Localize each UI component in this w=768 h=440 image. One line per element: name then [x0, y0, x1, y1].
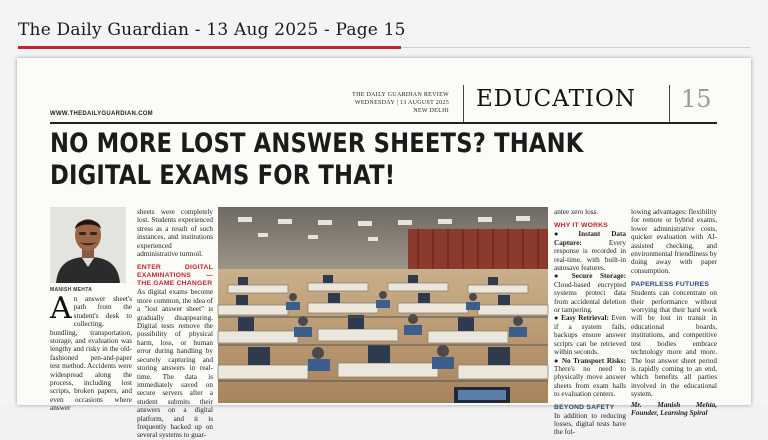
column-4-text-1: lowing advantages: flexibility for remote or hybrid exams, lower administrative costs, quicker evaluation with AI-assisted checking, and environmental friendliness by doing away with paper consumption. — [631, 208, 717, 275]
author-credit: Mr. Manish Mehta, Founder, Learning Spiral — [631, 400, 717, 417]
pagenum-divider — [669, 85, 670, 122]
bullet-3-text: Even if a system fails, backups ensure answer scripts can be retrieved within seconds. — [554, 314, 626, 357]
exam-hall-photo — [218, 207, 548, 403]
review-line-2: WEDNESDAY | 13 AUGUST 2025 — [354, 100, 449, 106]
bullet-instant-data-capture: ● Instant Data Capture: — [554, 230, 626, 247]
column-2-text-1: sheets were completely lost. Students experienced stress as a result of such instances, and institutions experienced administrative turmoil. — [137, 208, 213, 259]
subhead-why-it-works: WHY IT WORKS — [554, 222, 609, 230]
section-title: EDUCATION — [476, 86, 636, 112]
title-underline — [18, 46, 401, 49]
bullet-4-text: There's no need to physically move answer sheets from exam halls to evaluation centers. — [554, 364, 626, 399]
bullet-2-text: Cloud-based encrypted systems protect data from accidental deletion or tampering. — [554, 280, 626, 315]
review-line-1: THE DAILY GUARDIAN REVIEW — [352, 92, 449, 98]
column-4 — [631, 208, 717, 417]
column-1-text: n answer sheet's path from the student's desk to collecting, bundling, transportation, storage, and evaluation was lengthy and risky in the old-fashioned pen-and-paper test method. Accidents were widespread along the process, including lost scripts, broken papers, and even occasions where answer — [50, 295, 132, 413]
bullet-1-text: Every response is recorded in real-time, with built-in autosave features. — [554, 238, 626, 273]
subhead-beyond-safety: BEYOND SAFETY — [554, 403, 615, 411]
subhead-paperless-futures: PAPERLESS FUTURES — [631, 281, 710, 289]
column-4-text-2: Students can concentrate on their performance without worrying that their hard work will be lost in transit in educational boards, institutions, and competitive test bodies embrace technology more and more. The lost answer sheet period is rapidly coming to an end, which benefits all parties involved in the educational system. — [631, 289, 717, 399]
headline: NO MORE LOST ANSWER SHEETS? THANK DIGITAL EXAMS FOR THAT! — [50, 128, 584, 191]
author-photo — [50, 207, 126, 283]
bullet-no-transport-risks: ● No Transport Risks: — [554, 356, 626, 365]
review-line-3: NEW DELHI — [413, 108, 449, 114]
column-2 — [137, 208, 213, 440]
page-number: 15 — [681, 85, 712, 113]
exam-hall-illustration-icon — [218, 207, 548, 403]
review-info — [317, 91, 449, 115]
newspaper-page[interactable] — [17, 58, 751, 440]
column-3 — [554, 208, 626, 437]
drop-cap: A — [50, 291, 72, 326]
column-3-text-5: In addition to reducing losses, digital tests have the fol- — [554, 411, 626, 437]
author-byline: MANISH MEHTA — [50, 287, 93, 293]
bullet-easy-retrieval: ● Easy Retrieval: — [554, 314, 609, 323]
subhead-enter-digital: ENTER DIGITAL EXAMINATIONS — THE GAME CHANGER — [137, 264, 213, 288]
column-1 — [50, 291, 132, 413]
title-rule — [401, 47, 750, 48]
author-portrait-icon — [50, 207, 126, 283]
bullet-secure-storage: ● Secure Storage: — [554, 272, 626, 281]
masthead-divider — [463, 85, 464, 122]
masthead-rule — [50, 122, 717, 124]
column-3-text-1: antee zero loss. — [554, 208, 599, 216]
viewer-title: The Daily Guardian - 13 Aug 2025 - Page 15 — [18, 20, 406, 40]
column-2-text-2: As digital exams become more common, the idea of a "lost answer sheet" is gradually disappearing. Digital tests remove the possibility of physical harm, loss, or human error during handling by securely capturing and storing answers in real-time. The data is immediately saved on secure servers after a student submits their answers on a digital platform, and it is frequently backed up on several systems to guar- — [137, 288, 213, 440]
site-url: WWW.THEDAILYGUARDIAN.COM — [50, 111, 153, 117]
